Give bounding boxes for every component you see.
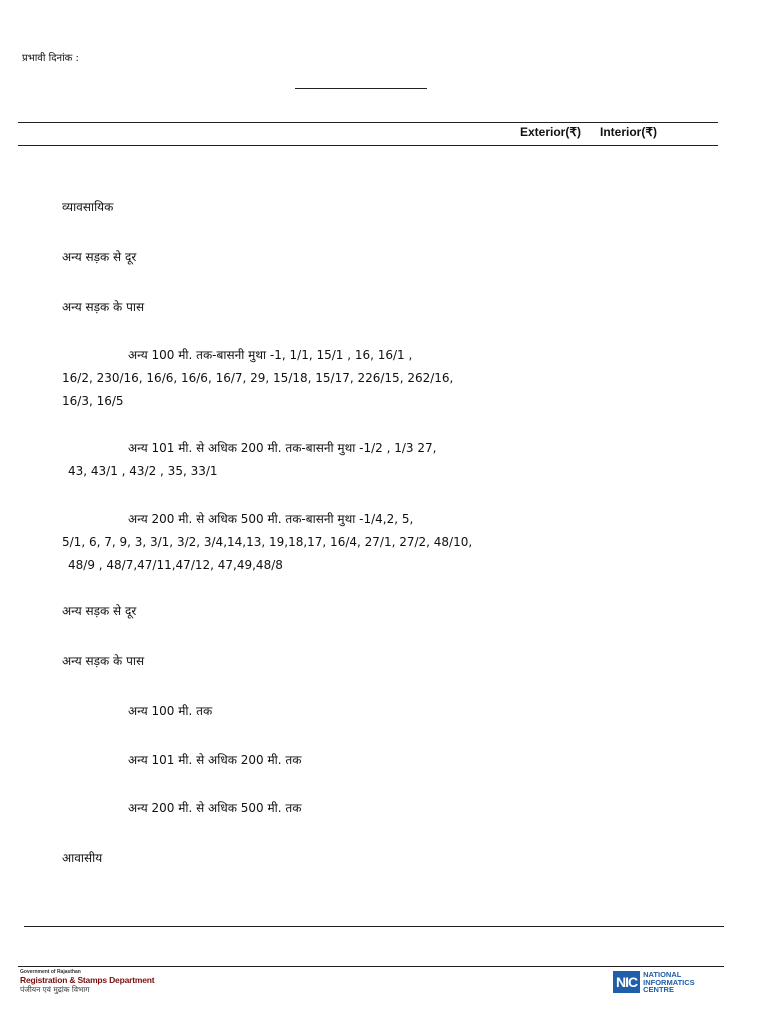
row-200-500m: अन्य 200 मी. से अधिक 500 मी. तक <box>128 801 302 815</box>
row-away-from-road: अन्य सड़क से दूर <box>62 250 137 264</box>
column-header-exterior: Exterior(₹) <box>520 125 581 139</box>
footer-rule <box>18 966 724 967</box>
nic-line-1: NATIONAL <box>643 970 682 979</box>
department-logo <box>20 969 154 995</box>
line: अन्य 101 मी. से अधिक 200 मी. तक-बासनी मुथा -1/2 , 1/3 27, <box>128 441 437 455</box>
line: अन्य 200 मी. से अधिक 500 मी. तक-बासनी मुथा -1/4,2, 5, <box>128 512 414 526</box>
line: 16/2, 230/16, 16/6, 16/6, 16/7, 29, 15/18, 15/17, 226/15, 262/16, <box>62 371 454 385</box>
list-item-101-200m <box>62 437 502 483</box>
line: 43, 43/1 , 43/2 , 35, 33/1 <box>68 464 218 478</box>
department-name-hindi: पंजीयन एवं मुद्रांक विभाग <box>20 985 90 994</box>
gov-label: Government of Rajasthan <box>20 969 81 975</box>
category-residential: आवासीय <box>62 851 103 865</box>
nic-logo <box>613 971 695 994</box>
list-item-within-100m <box>62 344 502 413</box>
row-within-100m: अन्य 100 मी. तक <box>128 704 213 718</box>
line: अन्य 100 मी. तक-बासनी मुथा -1, 1/1, 15/1 , 16, 16/1 , <box>128 348 413 362</box>
table-top-rule <box>18 122 718 123</box>
footer-top-rule <box>24 926 724 927</box>
line: 48/9 , 48/7,47/11,47/12, 47,49,48/8 <box>68 558 283 572</box>
table-header-rule <box>18 145 718 146</box>
row-near-road: अन्य सड़क के पास <box>62 300 145 314</box>
row-near-road-2: अन्य सड़क के पास <box>62 654 145 668</box>
line: 16/3, 16/5 <box>62 394 124 408</box>
nic-line-3: CENTRE <box>643 985 674 994</box>
list-item-200-500m <box>62 508 502 577</box>
nic-line-2: INFORMATICS <box>643 977 695 987</box>
department-name: Registration & Stamps Department <box>20 975 155 985</box>
effective-date-label: प्रभावी दिनांक : <box>22 53 79 64</box>
row-away-from-road-2: अन्य सड़क से दूर <box>62 604 137 618</box>
category-commercial: व्यावसायिक <box>62 200 114 214</box>
date-underline <box>295 88 427 89</box>
nic-mark: NIC <box>613 971 640 993</box>
row-101-200m: अन्य 101 मी. से अधिक 200 मी. तक <box>128 753 302 767</box>
nic-name <box>643 971 695 994</box>
column-header-interior: Interior(₹) <box>600 125 657 139</box>
line: 5/1, 6, 7, 9, 3, 3/1, 3/2, 3/4,14,13, 19,18,17, 16/4, 27/1, 27/2, 48/10, <box>62 535 473 549</box>
